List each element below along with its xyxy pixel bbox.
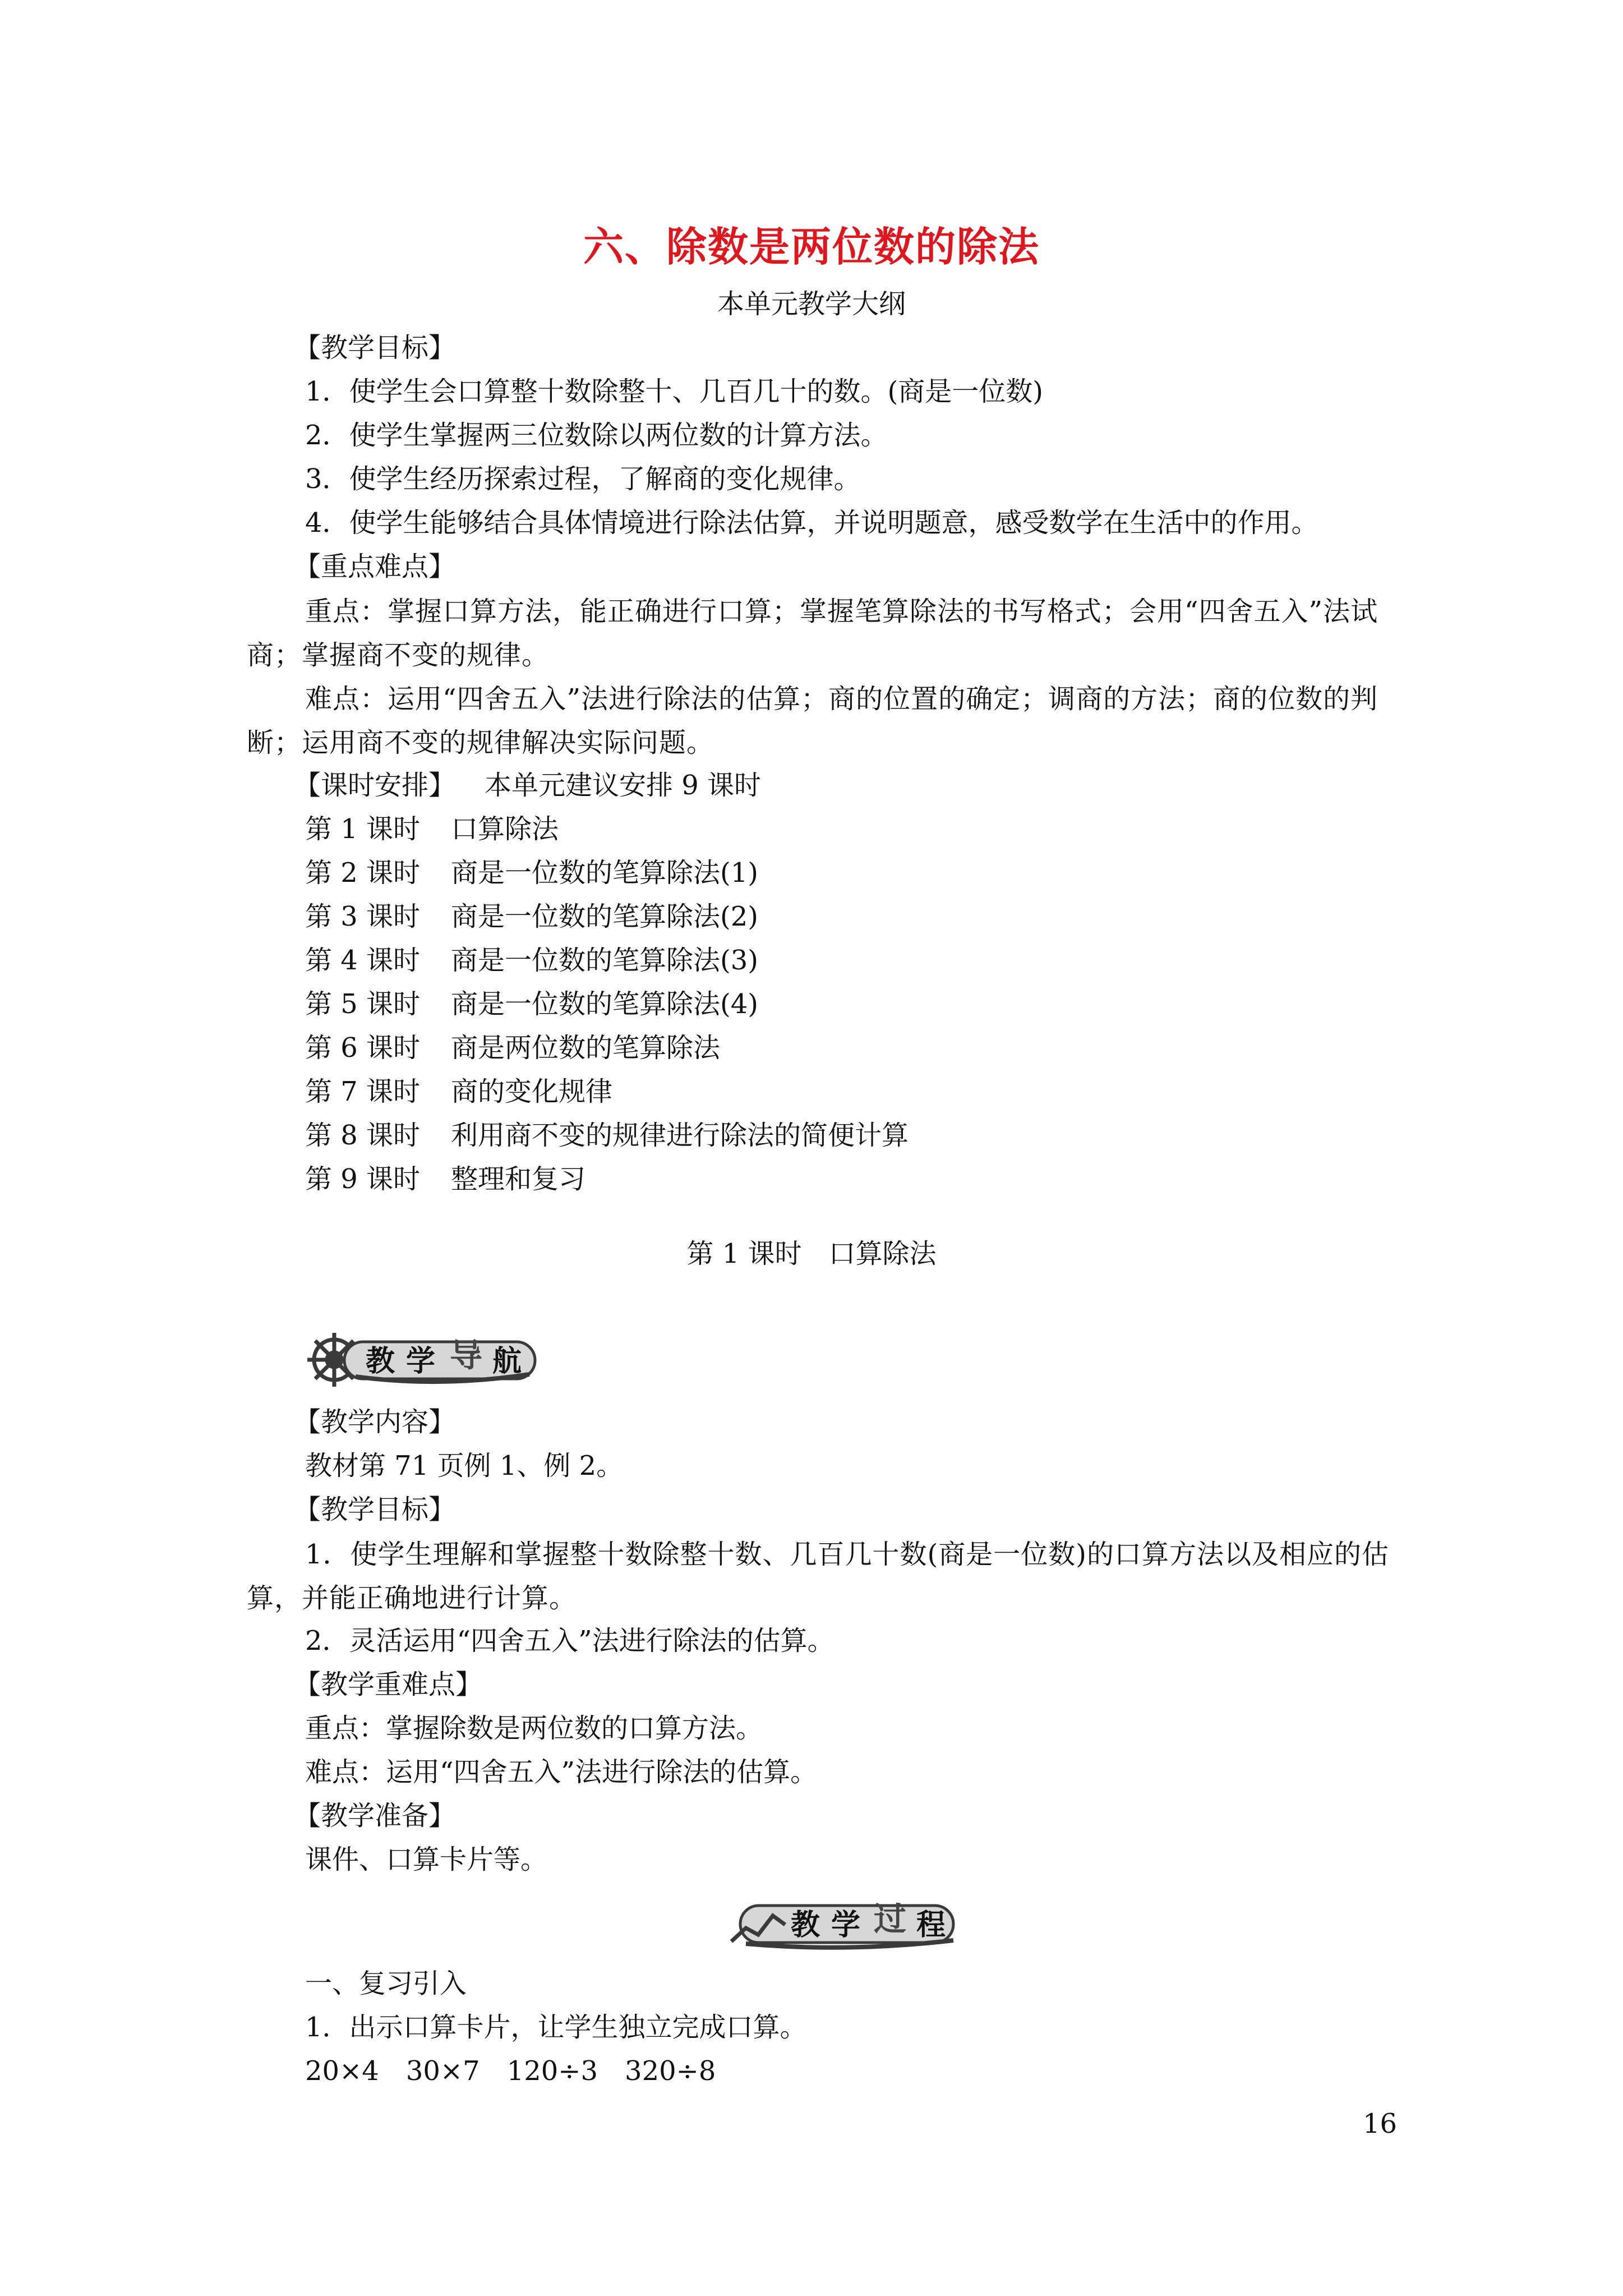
schedule-lesson-1 — [305, 812, 559, 846]
lesson-number: 第 1 课时 — [305, 813, 421, 845]
lesson-title: 商是一位数的笔算除法(1) — [451, 857, 758, 889]
goals-heading: 【教学目标】 — [294, 332, 456, 364]
review-exercises: 20×4 30×7 120÷3 320÷8 — [305, 2055, 716, 2087]
lesson-title: 商是两位数的笔算除法 — [451, 1032, 721, 1064]
goals2-item-1: 1．使学生理解和掌握整十数除整十数、几百几十数(商是一位数)的口算方法以及相应的估算，并能正确地进行计算。 — [247, 1539, 1389, 1614]
chart-line-icon — [729, 1893, 965, 1955]
process-badge-char-1: 教 — [791, 1908, 820, 1942]
page-number: 16 — [1363, 2108, 1398, 2139]
keypoints-focus: 重点：掌握口算方法，能正确进行口算；掌握笔算除法的书写格式；会用“四舍五入”法试商；掌握商不变的规律。 — [247, 596, 1378, 671]
review-heading: 一、复习引入 — [305, 1968, 467, 1999]
schedule-lesson-8 — [305, 1119, 909, 1152]
goal-item-3: 3．使学生经历探索过程，了解商的变化规律。 — [305, 463, 861, 495]
teaching-process-badge — [729, 1893, 965, 1957]
ship-wheel-icon — [305, 1329, 541, 1391]
lesson-number: 第 7 课时 — [305, 1076, 421, 1107]
lesson-number: 第 9 课时 — [305, 1163, 421, 1195]
schedule-heading: 【课时安排】 — [294, 770, 456, 801]
schedule-lesson-5 — [305, 987, 758, 1021]
lesson-title: 商是一位数的笔算除法(3) — [451, 945, 758, 976]
nav-badge-char-4: 航 — [492, 1345, 522, 1378]
lesson-title: 口算除法 — [451, 813, 559, 845]
key2-difficulty: 难点：运用“四舍五入”法进行除法的估算。 — [305, 1756, 818, 1788]
key2-heading: 【教学重难点】 — [294, 1669, 483, 1700]
schedule-note: 本单元建议安排 9 课时 — [485, 770, 762, 801]
lesson-title: 利用商不变的规律进行除法的简便计算 — [451, 1120, 909, 1151]
schedule-lesson-7 — [305, 1075, 612, 1108]
process-badge-char-3: 过 — [874, 1900, 907, 1938]
chapter-title: 六、除数是两位数的除法 — [583, 223, 1040, 270]
process-badge-char-4: 程 — [916, 1908, 946, 1942]
schedule-lesson-9 — [305, 1162, 585, 1196]
teaching-nav-badge — [305, 1329, 541, 1393]
lesson-title: 商的变化规律 — [451, 1076, 613, 1107]
lesson-title: 商是一位数的笔算除法(4) — [451, 988, 758, 1020]
goals2-heading: 【教学目标】 — [294, 1494, 456, 1525]
lesson-title: 整理和复习 — [451, 1163, 586, 1195]
content-text: 教材第 71 页例 1、例 2。 — [305, 1450, 624, 1481]
goal-item-4: 4．使学生能够结合具体情境进行除法估算，并说明题意，感受数学在生活中的作用。 — [305, 507, 1318, 539]
review-item-1: 1．出示口算卡片，让学生独立完成口算。 — [305, 2012, 807, 2043]
lesson-number: 第 2 课时 — [305, 857, 421, 889]
schedule-lesson-4 — [305, 944, 758, 977]
keypoints-heading: 【重点难点】 — [294, 551, 456, 582]
key2-focus: 重点：掌握除数是两位数的口算方法。 — [305, 1713, 763, 1744]
goal-item-1: 1．使学生会口算整十数除整十、几百几十的数。(商是一位数) — [305, 376, 1043, 407]
nav-badge-char-1: 教 — [366, 1345, 395, 1378]
nav-badge-char-3: 导 — [450, 1336, 483, 1374]
goals2-item-2: 2．灵活运用“四舍五入”法进行除法的估算。 — [305, 1625, 834, 1657]
process-badge-char-2: 学 — [831, 1908, 861, 1942]
schedule-lesson-6 — [305, 1031, 720, 1065]
lesson-number: 第 6 课时 — [305, 1032, 421, 1064]
lesson-number: 第 5 课时 — [305, 988, 421, 1020]
nav-badge-char-2: 学 — [406, 1345, 436, 1378]
lesson-number: 第 3 课时 — [305, 901, 421, 932]
lesson-title: 商是一位数的笔算除法(2) — [451, 901, 758, 932]
content-heading: 【教学内容】 — [294, 1406, 456, 1438]
keypoints-difficulty: 难点：运用“四舍五入”法进行除法的估算；商的位置的确定；调商的方法；商的位数的判断；运用商不变的规律解决实际问题。 — [247, 683, 1378, 758]
schedule-lesson-3 — [305, 900, 758, 933]
goal-item-2: 2．使学生掌握两三位数除以两位数的计算方法。 — [305, 420, 888, 451]
prep-text: 课件、口算卡片等。 — [305, 1844, 548, 1875]
schedule-lesson-2 — [305, 856, 758, 890]
prep-heading: 【教学准备】 — [294, 1800, 456, 1832]
outline-title: 本单元教学大纲 — [717, 288, 906, 320]
lesson-number: 第 4 课时 — [305, 945, 421, 976]
lesson-number: 第 8 课时 — [305, 1120, 421, 1151]
lesson1-title: 第 1 课时 口算除法 — [686, 1238, 937, 1269]
